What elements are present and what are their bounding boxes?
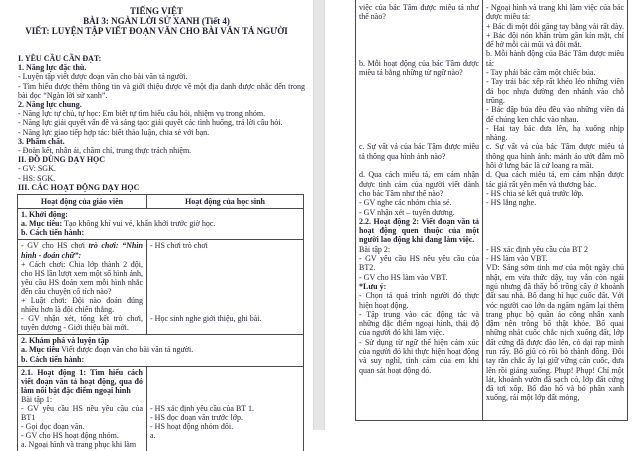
paragraph: 2. Năng lực chung. [18, 100, 82, 110]
paragraph: - Bác đập búa đều đều vào những viên đá để chúng ken chắc vào nhau. [486, 105, 624, 124]
paragraph: - Năng lực giao tiếp hợp tác: biết thảo luận, chia sẻ với bạn. [18, 127, 210, 137]
paragraph: - Tay phải bác cầm một chiếc búa. [486, 68, 596, 78]
warmup-student-cell [147, 240, 303, 334]
paragraph: - Tập trung vào các động tác và những đặc điểm ngoại hình, thái độ của người đó khi làm việc. [359, 309, 479, 338]
blank-lines [359, 77, 479, 142]
table-header-row [18, 195, 303, 209]
blank-lines [150, 368, 300, 404]
page-2[interactable] [325, 0, 640, 430]
doc-subject: TIẾNG VIỆT [129, 6, 184, 16]
paragraph: d. Qua cách miêu tả, em cảm nhận được tình cảm của người viết dành cho bác Tâm như thế nào? [359, 170, 479, 198]
paragraph: c. Sự vất vả của bác Tâm được miêu tả thông qua hình ảnh nào? [359, 142, 479, 161]
blank-lines [359, 22, 479, 59]
paragraph: 2.1. Hoạt động 1: Tìm hiểu cách viết đoạn văn tả hoạt động, qua đó làm nổi bật đặc điểm ngoại hình [21, 367, 143, 395]
activities-table-continued [355, 0, 628, 421]
paragraph: - GV yêu cầu HS nêu yêu cầu của BT1 [21, 404, 143, 423]
paragraph: - GV nhận xét – tuyên dương. [359, 207, 455, 217]
paragraph: - Gọi đọc đoạn văn. [21, 422, 85, 432]
paragraph: - Hai tay bác đưa lên, hạ xuống nhịp nhàng. [486, 123, 624, 143]
paragraph: - Năng lực giải quyết vấn đề và sáng tạo: giải quyết các tình huống, trả lời câu hỏi. [18, 118, 283, 128]
paragraph: 2.2. Hoạt động 2: Viết đoạn văn tả hoạt động quen thuộc của một người lao động khi đang làm việc. [359, 216, 479, 245]
paragraph: + Bác đi một đôi găng tay bằng vải rất dày. [486, 21, 624, 31]
paragraph: + Luật chơi: Đội nào đoán đúng nhiều hơn là đội chiến thắng. [21, 295, 143, 315]
paragraph: - Chọn tả quá trình người đó thực hiện hoạt động. [359, 291, 479, 310]
paragraph: - GV cho HS hoạt động nhóm. [21, 431, 119, 441]
doc-title-block [0, 0, 313, 36]
paragraph: Bài tập 2: [359, 244, 391, 254]
blank-lines [486, 208, 624, 245]
paragraph: - GV nghe các nhóm chia sẻ. [359, 198, 452, 208]
paragraph: b. Cách tiến hành: [21, 228, 85, 238]
table-row-warmup-title [18, 209, 303, 240]
paragraph: - Luyện tập viết được đoạn văn cho bài văn tả người. [18, 72, 188, 82]
blank-lines [150, 251, 300, 315]
paragraph: - GV cho HS chơi trò chơi: “Nhìn hình - đoán chữ”: [21, 241, 143, 260]
paragraph: - HS chơi trò chơi [150, 241, 208, 251]
paragraph: + Cách chơi: Chia lớp thành 2 đội, cho HS lần lượt xem một số hình ảnh, yêu cầu HS đoán xem mỗi hình nhắc đến câu chuyện cổ tích nào? [21, 259, 143, 296]
paragraph: b. Cách tiến hành: [21, 354, 85, 364]
paragraph: - GV yêu cầu HS nêu yêu cầu của BT2. [359, 254, 479, 273]
activity1-teacher-cell [18, 367, 147, 451]
table-header-teacher: Hoạt động của giáo viên [18, 195, 147, 208]
paragraph: I. YÊU CẦU CẦN ĐẠT: [18, 54, 102, 63]
paragraph: d. Qua cách miêu tả, em cảm nhận được tác giả rất yên mến và thương bác. [486, 170, 624, 189]
activity1-student-cell [147, 367, 303, 451]
doc-activity-title: VIẾT: LUYỆN TẬP VIẾT ĐOẠN VĂN CHO BÀI VĂN TẢ NGƯỜI [25, 26, 288, 36]
paragraph: - Tìm hiểu được thêm thông tin và giới thiệu được về một địa danh được nhắc đến trong bài đọc “Ngàn lời sử xanh”. [18, 81, 305, 100]
paragraph: b. Mỗi hành động của Bác Tâm được miêu tả: [486, 49, 624, 68]
paragraph: a. Mục tiêu: Tạo không khí vui vẻ, khấn khởi trước giờ học. [21, 219, 216, 229]
paragraph: - Đoàn kết, nhân ái, chăm chỉ, trung thực trách nhiệm. [18, 146, 192, 156]
page-gap [313, 0, 325, 430]
table-row-explore-title [18, 335, 303, 366]
paragraph: a. Mục tiêu Viết được đoạn văn cho bài văn tả người. [21, 345, 194, 355]
table-header-student: Hoạt động của học sinh [184, 197, 266, 207]
paragraph: - Năng lực tự chủ, tự học: Em biết tự tìm hiểu câu hỏi, nhiệm vụ trong nhóm. [18, 109, 266, 119]
warmup-teacher-cell [18, 240, 147, 334]
requirements-section [0, 54, 313, 192]
student-column-cell [483, 0, 627, 420]
paragraph: - GV cho HS làm vào VBT. [359, 272, 448, 282]
paragraph: - Sử dụng từ ngữ thể hiện cảm xúc của người đó khi thực hiện hoạt động và suy nghĩ, tình cảm của em khi quan sát hoạt động đó. [359, 337, 479, 375]
paragraph: - GV: SGK. [18, 164, 56, 174]
explore-title-cell [18, 335, 303, 365]
table-row-warmup-game [18, 240, 303, 335]
paragraph: + Bác đội nón khăn trùm gần kín mặt, chỉ để hở mỗi cái mũi và đôi mắt. [486, 30, 624, 50]
paragraph: - Ngoại hình và trang khi làm việc của bác được miêu tả: [486, 3, 624, 22]
paragraph: - HS xác định yêu cầu của BT 1. [150, 404, 255, 414]
paragraph: c. Sự vất vả của bác Tâm được miêu tả thông qua hình ảnh: mảnh áo ướt đẫm mồ hôi ở lưng bác là cứ loang ra mãi. [486, 142, 624, 171]
paragraph: II. ĐỒ DÙNG DẠY HỌC [18, 155, 106, 165]
activities-table [17, 194, 304, 451]
paragraph: - HS làm vào VBT. [486, 254, 548, 264]
paragraph: - Tay trái bác xếp rất khéo léo những viên đá bọc nhựa đường đen nhánh vào chỗ trũng. [486, 77, 624, 105]
paragraph: 3. Phẩm chất. [18, 136, 65, 146]
paragraph: - HS xác định yêu cầu của BT 2 [486, 244, 589, 254]
paragraph: a. [150, 431, 156, 441]
blank-lines [359, 161, 479, 170]
paragraph: Bài tập 1: [21, 394, 53, 404]
teacher-column-cell [356, 0, 483, 420]
paragraph: VD: Sáng sớm tinh mơ của một ngày chủ nhật, em vừa thức dậy, tuy vẫn còn ngái ngủ nhưng đã thấy bố trồng cây ở khoảnh đất sau nhà. Bố đang hì hục cuốc đất. Với vóc người cao lớn da ngăm ngăm lại thêm trang phục bộ quần áo công nhân xanh đậm nên trông bố thật khỏe. Bố quai những nhát cuốc chắc nịch xuống đất, lớp đất cứng đã được đào lên, cỏ dại rạp mình run rẩy. Bố giũ cỏ rồi bỏ thành đống. Đôi tay rắn chắc ấy lại giữ vững cán cuốc, đưa lên rồi giáng xuống. Phụp! Phụp! Chỉ một lát, khoảnh vườn đã sạch cỏ, lớp đất cứng đã tơi xốp. Bố đào hố và bỏ phân xanh xuống, rải một lớp đất mỏng, [486, 263, 624, 403]
paragraph: III. CÁC HOẠT ĐỘNG DẠY HỌC [18, 182, 140, 192]
paragraph: 1. Khởi động: [21, 210, 68, 220]
doc-lesson-title: BÀI 3: NGÀN LỜI SỬ XANH (Tiết 4) [83, 16, 230, 26]
paragraph: b. Mỗi hoạt động của bác Tâm được miêu tả bằng những từ ngữ nào? [359, 58, 479, 78]
warmup-title-cell [18, 209, 303, 239]
table-row-activity1 [18, 367, 303, 451]
paragraph: a. Ngoại hình và trang phục khi làm [21, 440, 137, 450]
paragraph: - HS hoạt động nhóm đôi. [150, 422, 234, 432]
paragraph: - HS chia sẻ kết quả trước lớp. [486, 188, 584, 198]
paragraph: - HS: SGK. [18, 173, 56, 183]
paragraph: - Học sinh nghe giới thiệu, ghi bài. [150, 314, 262, 324]
paragraph: *Lưu ý: [359, 281, 387, 291]
paragraph: - GV nhận xét, tổng kết trò chơi, tuyên dương - Giới thiệu bài mới. [21, 314, 143, 333]
paragraph: - HS lắng nghe. [486, 198, 537, 208]
paragraph: 1. Năng lực đặc thù. [18, 63, 87, 73]
paragraph: 2. Khám phá và luyện tập [21, 336, 110, 346]
paragraph: việc của bác Tâm được miêu tả như thế nào? [359, 3, 479, 22]
paragraph: - HS đọc đoạn văn trước lớp. [150, 413, 243, 423]
page-1[interactable] [0, 0, 313, 450]
